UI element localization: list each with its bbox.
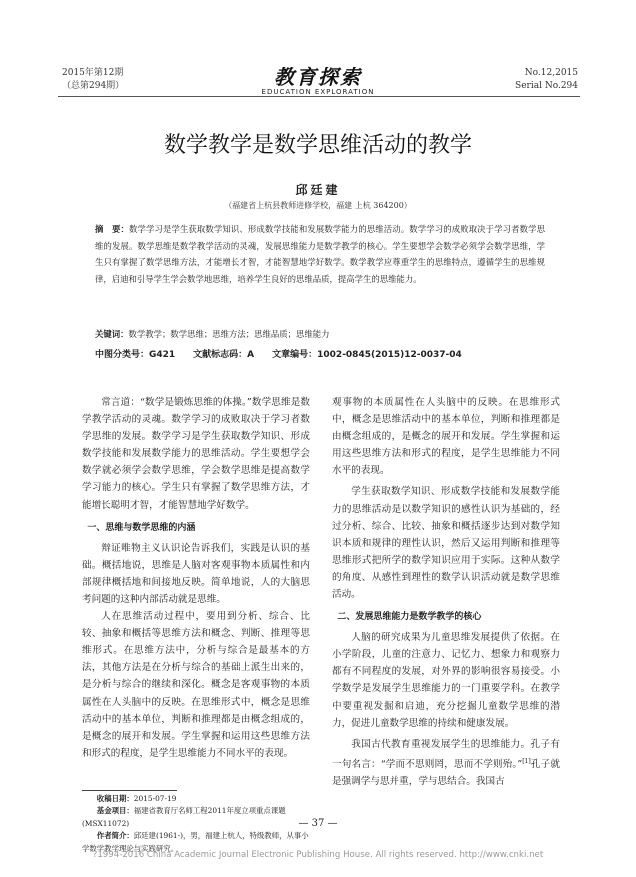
received-date	[82, 793, 312, 805]
serial-info	[515, 67, 578, 93]
section1-paragraph-1: 辩证唯物主义认识论告诉我们，实践是认识的基础。概括地说，思维是人脑对客观事物本质属性和内部规律概括地和间接地反映。简单地说，人的大脑思考问题的这种内部活动就是思维。	[82, 542, 310, 605]
copyright-footer: ?1994-2016 China Academic Journal Electronic Publishing House. All rights reserved. http://www.cnki.net	[92, 850, 544, 860]
abstract-text: 数学学习是学生获取数学知识、形成数学技能和发展数学能力的思维活动。数学学习的成败取决于学习者数学思维的发展。数学思维是数学教学活动的灵魂，发展思维能力是数学教学的核心。学生要想学会数学必须学会数学思维，学生只有掌握了数学思维方法，才能增长才智，才能智慧地学好数学。数学教学应尊重学生的思维特点，遵循学生的思维规律，启迪和引导学生学会数学地思维，培养学生良好的思维品质，提高学生的思维能力。	[95, 224, 546, 284]
section2-paragraph-2	[332, 736, 560, 790]
section2-paragraph-2-a: 我国古代教育重视发展学生的思维能力。孔子有一句名言：“学而不思则罔，思而不学则殆。”	[332, 738, 560, 770]
received-label: 收稿日期：	[96, 794, 134, 803]
section1-paragraph-3: 学生获取数学知识、形成数学技能和发展数学能力的思维活动是以数学知识的感性认识为基础的，经过分析、综合、比较、抽象和概括逐步达到对数学知识本质和规律的理性认识，然后又运用判断和推理等思维形式把所学的数学知识应用于实际。这种从数学的角度、从感性到理性的数学认识活动就是数学思维活动。	[332, 486, 560, 601]
keywords	[95, 326, 545, 342]
section-heading-2: 二、发展思维能力是数学教学的核心	[337, 612, 482, 623]
author-bio-label: 作者简介：	[96, 831, 134, 841]
issue-total: （总第294期）	[62, 81, 125, 91]
keywords-label: 关键词：	[95, 329, 129, 339]
issue-number: 2015年第12期	[62, 68, 124, 78]
fund-label: 基金项目：	[96, 806, 134, 816]
footnote-rule	[82, 790, 177, 791]
classification-line: 中图分类号：G421 文献标志码：A 文章编号：1002-0845(2015)12-0037-04	[95, 350, 462, 360]
author-name: 邱廷建	[295, 183, 341, 197]
received-value: 2015-07-19	[133, 794, 177, 803]
author-affiliation: （福建省上杭县教师进修学校，福建 上杭 364200）	[224, 201, 412, 210]
journal-name-cn: 教育探索	[274, 65, 362, 89]
issue-number-en: No.12,2015	[524, 68, 578, 78]
section2-paragraph-2-b: 孔子就是强调学与思并重，学与思结合。我国古	[332, 758, 560, 788]
page-number: — 37 —	[298, 818, 338, 829]
serial-number: Serial No.294	[515, 81, 578, 91]
keywords-text: 数学教学；数学思维；思维方法；思维品质；思维能力	[128, 329, 330, 339]
journal-name-en: EDUCATION EXPLORATION	[261, 88, 375, 96]
abstract-label: 摘 要：	[95, 224, 129, 234]
intro-paragraph: 常言道：“数学是锻炼思维的体操。”数学思维是数学教学活动的灵魂。数学学习的成败取决于学习者数学思维的发展。数学学习是学生获取数学知识、形成数学技能和发展数学能力的思维活动。学生要想学会数学就必须学会数学思维，学会数学思维是提高数学学习能力的核心。学生只有掌握了数学思维方法，才能增长聪明才智，才能智慧地学好数学。	[82, 397, 310, 511]
section1-paragraph-2-cont: 观事物的本质属性在人头脑中的反映。在思维形式中，概念是思维活动中的基本单位，判断和推理都是由概念组成的，是概念的展开和发展。学生掌握和运用这些思维方法和形式的程度，是学生思维能力不同水平的表现。	[332, 397, 560, 477]
article-title: 数学教学是数学思维活动的教学	[163, 133, 472, 158]
header-rule	[58, 96, 580, 97]
section1-paragraph-2: 人在思维活动过程中，要用到分析、综合、比较、抽象和概括等思维方法和概念、判断、推理等思维形式。在思维方法中，分析与综合是最基本的方法，其他方法是在分析与综合的基础上派生出来的，是分析与综合的继续和深化。概念是客观事物的本质属性在人头脑中的反映。在思维形式中，概念是思维活动中的基本单位，判断和推理都是由概念组成的，是概念的展开和发展。学生掌握和运用这些思维方法和形式的程度，是学生思维能力不同水平的表现。	[82, 611, 310, 759]
author-bio-value: 邱廷建(1961-)，男，福建上杭人，特级教师，从事小学数学教学理论与实践研究。	[82, 831, 309, 853]
citation-ref: [1]	[522, 757, 531, 765]
body-column-right	[332, 394, 560, 790]
section-heading-1: 一、思维与数学思维的内涵	[87, 522, 196, 533]
section2-paragraph-1: 人脑的研究成果为儿童思维发展提供了依据。在小学阶段，儿童的注意力、记忆力、想象力和观察力都有不同程度的发展，对外界的影响很容易接受。小学数学是发展学生思维能力的一门重要学科。在教学中要重视发掘和启迪，充分挖掘儿童数学思维的潜力，促进儿童数学思维的持续和健康发展。	[332, 632, 560, 729]
abstract	[95, 221, 545, 287]
body-column-left	[82, 394, 310, 759]
fund-value: 福建省教育厅名师工程2011年度立项重点课题(MSX11072)	[82, 806, 286, 828]
